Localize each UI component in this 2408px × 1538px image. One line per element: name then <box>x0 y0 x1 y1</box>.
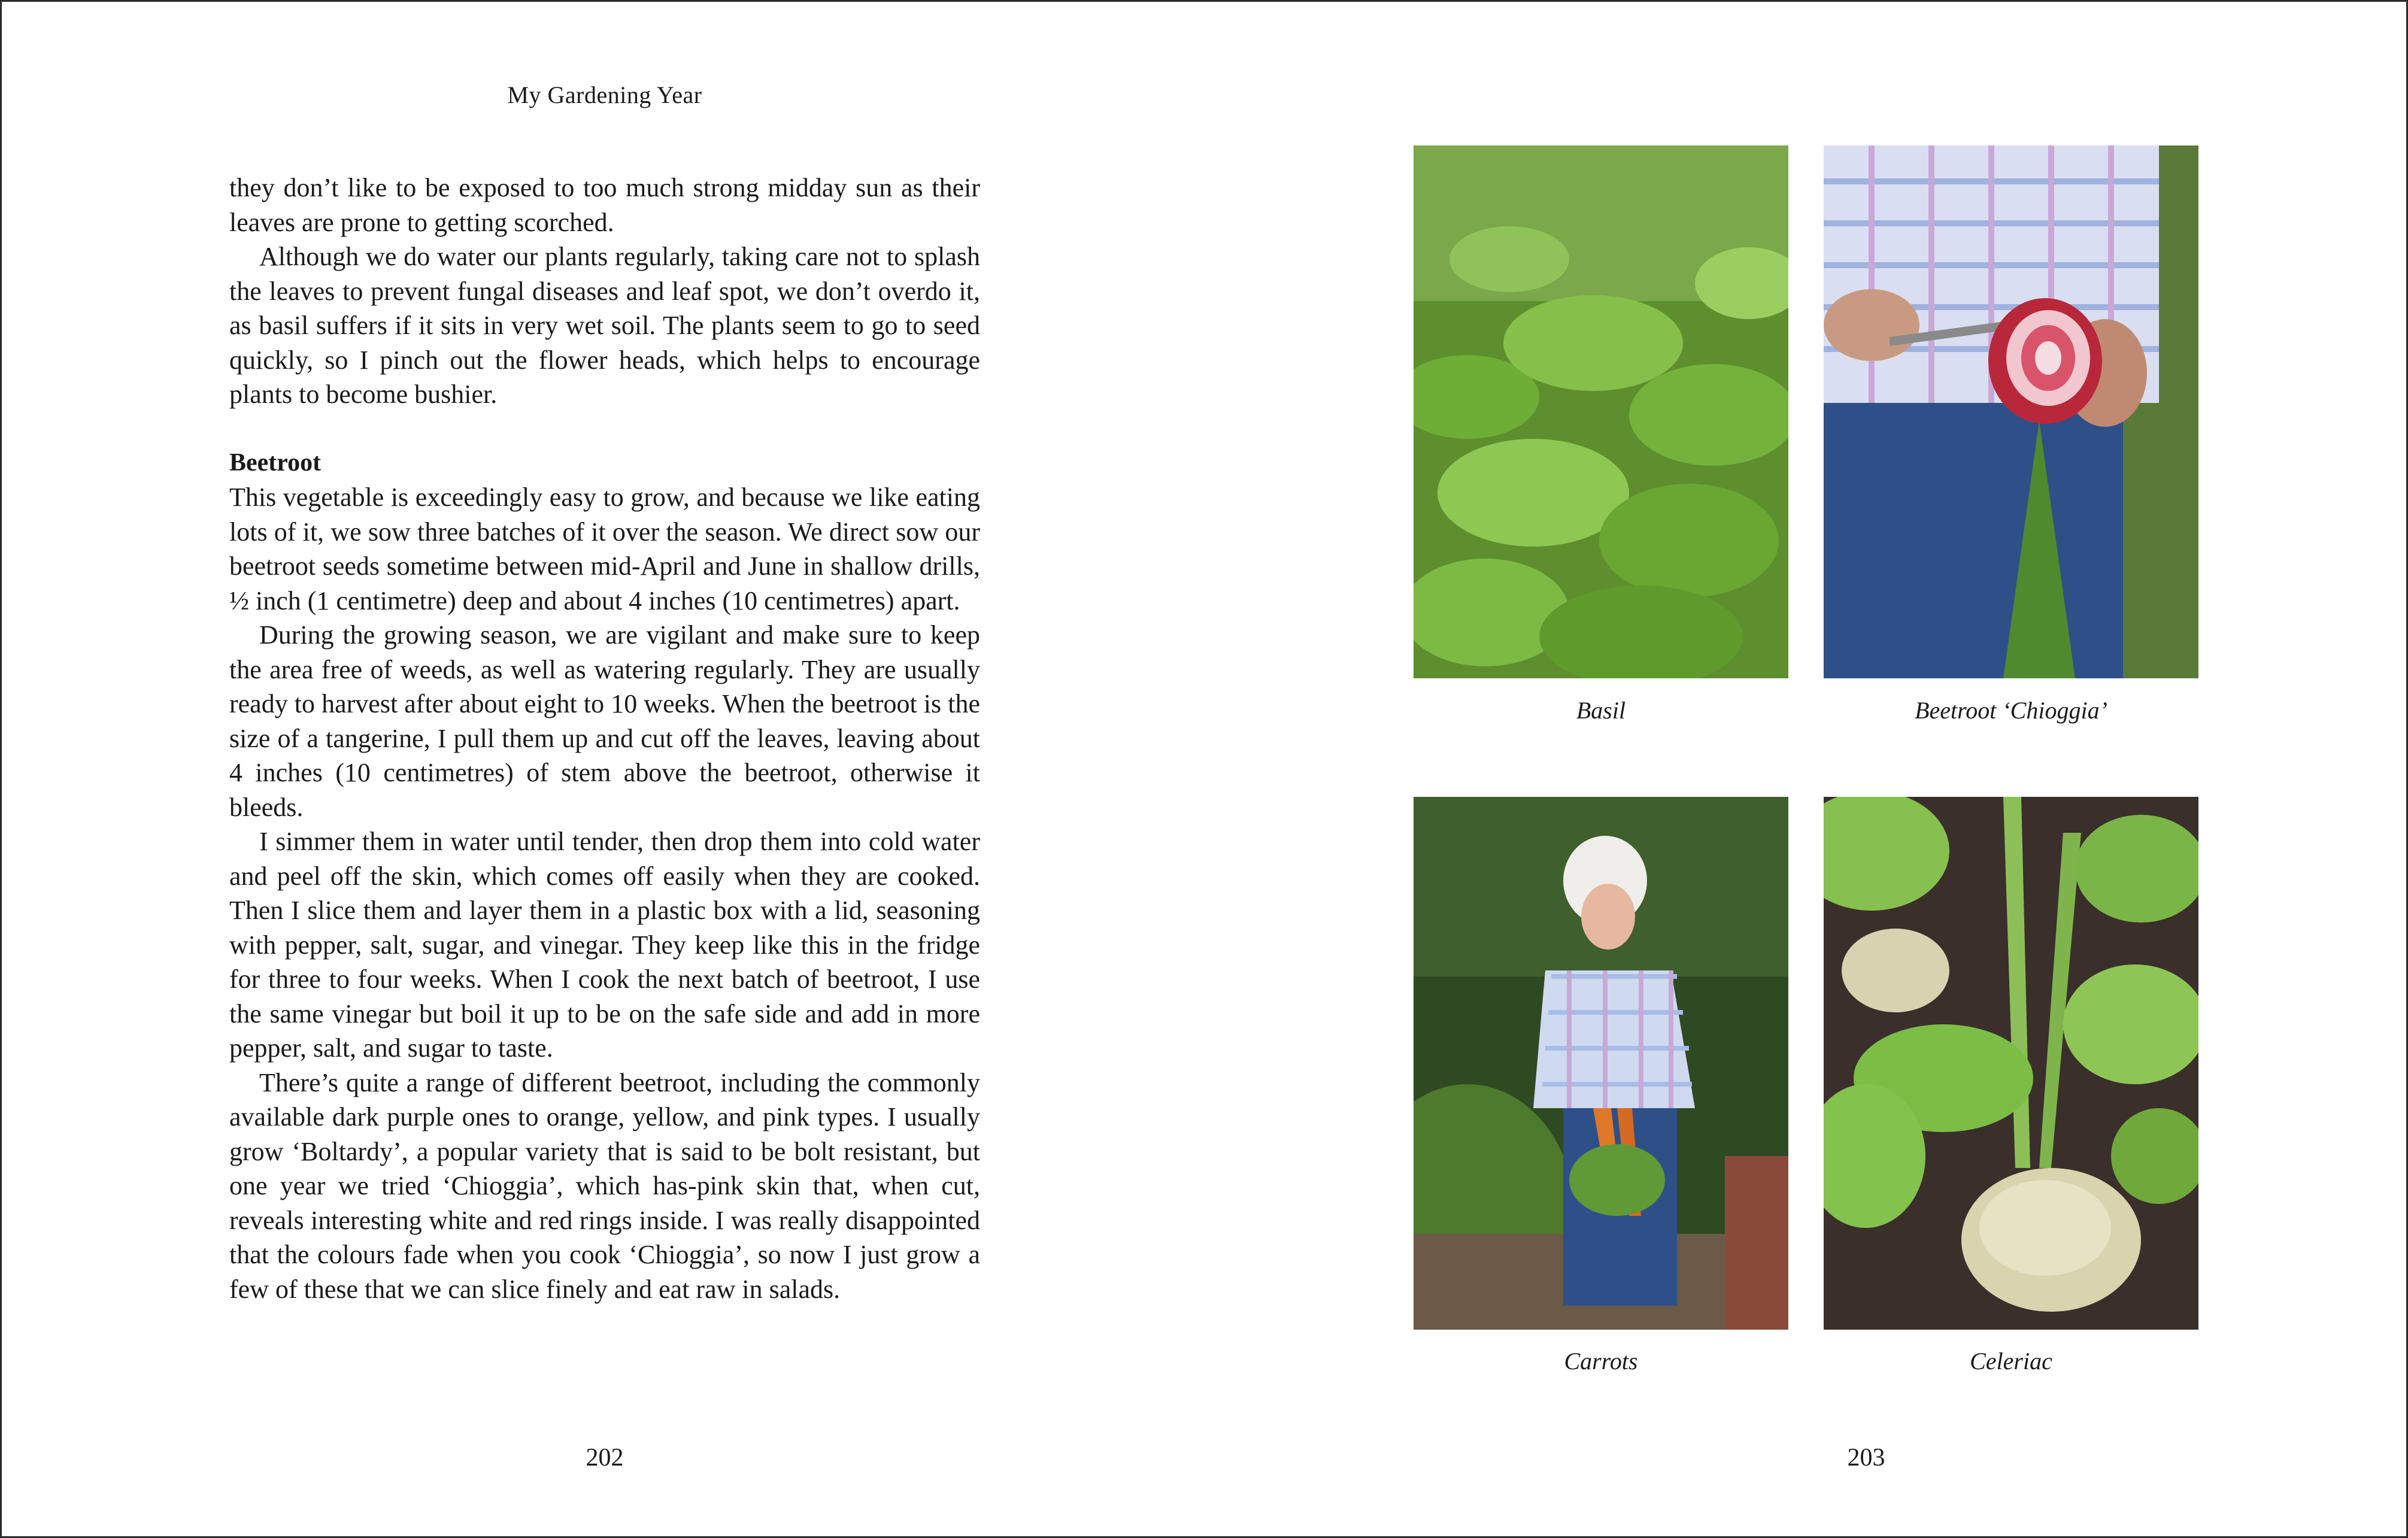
running-head: My Gardening Year <box>507 81 702 108</box>
basil-caption: Basil <box>1576 697 1626 724</box>
paragraph: During the growing season, we are vigilant and make sure to keep the area free of weeds, as well as watering regularly. They are usually ready to harvest after about eight to 10 weeks. When the beetroot is the size of a tangerine, I pull them up and cut off the leaves, leaving about 4 inches (10 centimetres) of stem above the beetroot, otherwise it bleeds. <box>229 620 980 822</box>
beetroot-photo <box>1824 145 2198 678</box>
paragraph: There’s quite a range of different beetroot, including the commonly available dark purple ones to orange, yellow, and pink types. I usually grow ‘Boltardy’, a popular variety that is said to be bolt resistant, but one year we tried ‘Chioggia’, which has-pink skin that, when cut, reveals interesting white and red rings inside. I was really disappointed that the colours fade when you cook ‘Chioggia’, so now I just grow a few of these that we can slice finely and eat raw in salads. <box>229 1067 980 1304</box>
beetroot-caption: Beetroot ‘Chioggia’ <box>1915 697 2107 724</box>
basil-photo <box>1414 145 1788 678</box>
page-number: 202 <box>586 1444 624 1472</box>
carrots-photo <box>1414 797 1788 1330</box>
body-text <box>229 171 980 1306</box>
celeriac-photo <box>1824 797 2198 1330</box>
paragraph: This vegetable is exceedingly easy to grow, and because we like eating lots of it, we sow three batches of it over the season. We direct sow our beetroot seeds sometime between mid-April and June in shallow drills, ½ inch (1 centimetre) deep and about 4 inches (10 centimetres) apart. <box>229 483 980 615</box>
section-heading: Beetroot <box>229 448 322 477</box>
page-number: 203 <box>1847 1444 1885 1472</box>
celeriac-caption: Celeriac <box>1970 1348 2052 1375</box>
paragraph: I simmer them in water until tender, then drop them into cold water and peel off the skin, which comes off easily when they are cooked. Then I slice them and layer them in a plastic box with a lid, seasoning with pepper, salt, sugar, and vinegar. They keep like this in the fridge for three to four weeks. When I cook the next batch of beetroot, I use the same vinegar but boil it up to be on the safe side and add in more pepper, salt, and sugar to taste. <box>229 827 980 1063</box>
carrots-caption: Carrots <box>1564 1348 1638 1375</box>
paragraph: Although we do water our plants regularly, taking care not to splash the leaves to prevent fungal diseases and leaf spot, we don’t overdo it, as basil suffers if it sits in very wet soil. The plants seem to go to seed quickly, so I pinch out the flower heads, which helps to encourage plants to become bushier. <box>229 242 980 409</box>
paragraph: they don’t like to be exposed to too much strong midday sun as their leaves are prone to getting scorched. <box>229 173 980 237</box>
left-page <box>2 2 1206 1538</box>
right-page <box>1206 2 2408 1538</box>
